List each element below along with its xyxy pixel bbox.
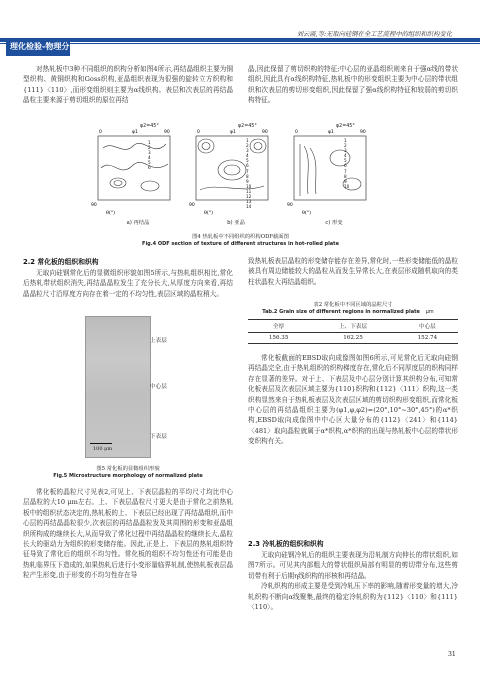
contour-level-label: 1 xyxy=(246,138,249,143)
table-cell: 152.74 xyxy=(417,335,438,341)
left-paragraph-1 xyxy=(23,64,233,106)
left-paragraph-3 xyxy=(23,487,233,581)
contour-level-label: 4 xyxy=(344,153,347,159)
fig4-caption-en: Fig.4 ODF section of texture of different structures in hot-rolled plate xyxy=(142,241,339,247)
contour-level-label: 2 xyxy=(344,143,347,149)
section-2-3-body xyxy=(248,550,458,612)
contour-level-label: 4 xyxy=(148,155,151,161)
contour-level-label: 7 xyxy=(246,168,249,174)
table-header-cell: 全厚 xyxy=(273,324,285,330)
svg-text:90: 90 xyxy=(262,130,268,135)
svg-text:0: 0 xyxy=(197,130,200,135)
svg-text:φ1: φ1 xyxy=(328,130,334,135)
svg-text:90: 90 xyxy=(287,203,293,208)
contour-level-label: 1 xyxy=(344,138,347,143)
odf-panel-a xyxy=(91,129,170,216)
contour-level-label: 5 xyxy=(246,158,249,164)
svg-text:φ1: φ1 xyxy=(132,130,138,135)
contour-level-label: 14 xyxy=(246,204,252,210)
contour-level-label: 7 xyxy=(344,168,347,174)
table-header-cell: 上、下表层 xyxy=(339,324,367,330)
odf-panel-b xyxy=(189,129,268,216)
contour-level-label: 3 xyxy=(148,150,151,156)
right-paragraph-1 xyxy=(248,64,458,106)
table2 xyxy=(248,319,458,344)
svg-text:θ(°): θ(°) xyxy=(106,211,116,216)
fig4-caption-cn: 图4 热轧板中不同组织的织构ODF截面图 xyxy=(192,234,289,240)
microstructure-image xyxy=(85,316,151,458)
contour-level-label: 3 xyxy=(246,148,249,154)
right-paragraph-3 xyxy=(248,353,458,447)
contour-level-label: 3 xyxy=(344,148,347,154)
contour-level-label: 9 xyxy=(246,178,249,184)
table2-title-cn: 表2 常化板中不同区域的晶粒尺寸 xyxy=(313,302,393,308)
body-text: 无取向硅钢常化后的显微组织形貌如图5所示,与热轧组织相比,常化后热轧带状组织消失,再结晶晶粒发生了充分长大,从厚度方向来看,再结晶晶粒尺寸沿厚度方向存在着一定的不均匀性,表层区域的晶粒稍大。 xyxy=(23,269,233,298)
svg-text:θ(°): θ(°) xyxy=(204,211,214,216)
header-rule xyxy=(0,38,480,47)
fig5-caption-en: Fig.5 Microstructure morphology of normalized plate xyxy=(53,473,203,479)
contour-level-label: 13 xyxy=(246,199,252,205)
contour-level-label: 6 xyxy=(148,165,151,171)
section-2-2-title: 2.2 常化板的组织和织构 xyxy=(23,258,99,266)
contour-level-label: 2 xyxy=(148,145,151,151)
contour-level-label: 6 xyxy=(246,163,249,169)
body-text: 常化板的晶粒尺寸见表2,可见上、下表层晶粒的平均尺寸均比中心层晶粒的大10 μm左右。上、下表层晶粒尺寸更大是由于常化之前热轧板中的组织状态决定的,热轧板的上、下表层已经出现了再结晶组织,而中心层的再结晶晶粒很少,次表层的再结晶晶粒发及其周围的形变和亚晶组织所构成的继续长大,从而导致了常化过程中再结晶晶粒的继续长大,晶粒长大的驱动力为组织的形变储存能。因此,正是上、下表层的热轧组织特征导致了常化后的组织不均匀性。常化板的组织不均匀性还有可能是由热轧临界压下造成的,如果热轧后进行小变形量临界轧制,使热轧板表层晶粒产生形变,由于形变的不均匀性存在导 xyxy=(23,488,233,580)
body-text: 致热轧板表层晶粒的形变储存能存在差异,常化时,一些形变储能低的晶粒被具有周边储能较大的晶粒从而发生异常长大,在表层形成随机取向的类柱状晶粒大再结晶组织。 xyxy=(248,257,458,286)
body-text: 对热轧板中3种不同组织的织构分析如图4所示,再结晶组织主要为铜型织构、黄铜织构和Goss织构,亚晶组织表现为很强的旋转立方织构和{111}〈110〉,而形变组织则主要为α线织构。表层和次表层的再结晶晶粒主要来源于剪切组织的原位再结 xyxy=(23,65,233,105)
contour-level-label: 5 xyxy=(344,158,347,164)
fig4-subcaption-a: a) 再结晶 xyxy=(126,220,150,226)
svg-text:θ(°): θ(°) xyxy=(302,211,312,216)
svg-text:90: 90 xyxy=(360,130,366,135)
right-paragraph-2 xyxy=(248,256,458,287)
body-text: 无取向硅钢冷轧后的组织主要表现为沿轧制方向伸长的带状组织,如图7所示。可见其内部粗大的带状组织局部有明显的剪切带分布,这些剪切带有利于后期η线织构的形核和再结晶。 xyxy=(248,551,458,580)
contour-level-label: 9 xyxy=(344,178,347,184)
scale-bar-label: 100 μm xyxy=(93,446,113,452)
level-legend-b xyxy=(246,138,251,209)
table-cell: 162.25 xyxy=(343,335,363,341)
svg-text:90: 90 xyxy=(91,203,97,208)
contour-level-label: 4 xyxy=(246,153,249,159)
body-text: 晶,因此保留了剪切织构的特征;中心层的亚晶组织则来自于强α线的带状组织,因此具有α线织构特征,热轧板中的形变组织主要为中心层的带状组织和次表层的剪切形变组织,因此保留了强α线织构特征和较弱的剪切织构特征。 xyxy=(248,65,458,105)
fig4-subcaption-c: c) 形变 xyxy=(325,220,343,226)
body-text: 常化板截面的EBSD取向成像图如图6所示,可见常化后无取向硅钢再结晶完全,由于热轧组织的织构梯度存在,常化后不同厚度层的织构同样存在显著的差异。对于上、下表层及中心层分别计算其织构分布,可知常化板表层及次表层区域主要为{110}织构和{112}〈111〉织构,这一类织构显然来自于热轧板表层及次表层区域的剪切织构形变组织,而常化板中心层的再结晶组织主要为(φ1,φ,φ2)=(20°,10°~30°,45°)的α*织构,EBSD取向成像图中中心区大量分布的{112}〈241〉和{114}〈481〉取向晶粒就属于α*织构,α*织构的出现与热轧板中心层的带状形变织构有关。 xyxy=(248,354,458,446)
fig5-caption-cn: 图5 常化板的显微组织形貌 xyxy=(96,466,160,472)
label-top-layer: 上表层 xyxy=(150,338,167,344)
contour-level-label: 6 xyxy=(344,163,347,169)
odf-panel-c xyxy=(287,129,366,216)
contour-level-label: 2 xyxy=(246,143,249,149)
table-cell: 156.35 xyxy=(268,335,289,341)
table-header-cell: 中心层 xyxy=(418,324,436,330)
label-bottom-layer: 下表层 xyxy=(150,434,167,440)
svg-text:0: 0 xyxy=(99,130,102,135)
table2-title-en xyxy=(248,309,448,315)
journal-logo: 理化检验-物理分册 xyxy=(6,38,70,56)
table2-unit: μm xyxy=(425,309,434,315)
svg-text:90: 90 xyxy=(164,130,170,135)
section-2-3-title: 2.3 冷轧板的组织和织构 xyxy=(248,540,324,548)
phi-label-b: φ2=45° xyxy=(238,124,257,129)
contour-level-label: 10 xyxy=(344,183,350,189)
contour-level-label: 8 xyxy=(246,173,249,179)
contour-level-label: 8 xyxy=(344,173,347,179)
contour-level-label: 5 xyxy=(148,160,151,166)
level-legend-c xyxy=(344,138,349,189)
phi-label-a: φ2=45° xyxy=(140,124,159,129)
contour-level-label: 1 xyxy=(148,140,151,145)
svg-text:φ1: φ1 xyxy=(230,130,236,135)
contour-level-label: 12 xyxy=(246,194,252,200)
body-text: 冷轧织构的形成主要是受到冷轧压下率的影响,随着形变量的增大,冷轧织构不断向α线聚集,最终的稳定冷轧织构为{112}〈110〉和{111}〈110〉。 xyxy=(248,582,458,612)
table2-title-en-text: Tab.2 Grain size of different regions in normalized plate xyxy=(262,309,420,315)
figure-4 xyxy=(90,118,390,230)
running-title: 刘云霞,等:无取向硅钢在全工艺流程中的组织和织构变化 xyxy=(296,31,452,38)
fig4-subcaption-b: b) 亚晶 xyxy=(227,220,245,226)
level-legend-a xyxy=(148,140,151,171)
contour-level-label: 11 xyxy=(246,188,252,194)
svg-text:90: 90 xyxy=(189,203,195,208)
contour-level-label: 10 xyxy=(246,183,252,189)
section-2-2-body xyxy=(23,268,233,299)
svg-text:0: 0 xyxy=(295,130,298,135)
label-center-layer: 中心层 xyxy=(150,384,167,390)
page-number: 31 xyxy=(448,651,456,658)
phi-label-c: φ2=45° xyxy=(336,124,355,129)
